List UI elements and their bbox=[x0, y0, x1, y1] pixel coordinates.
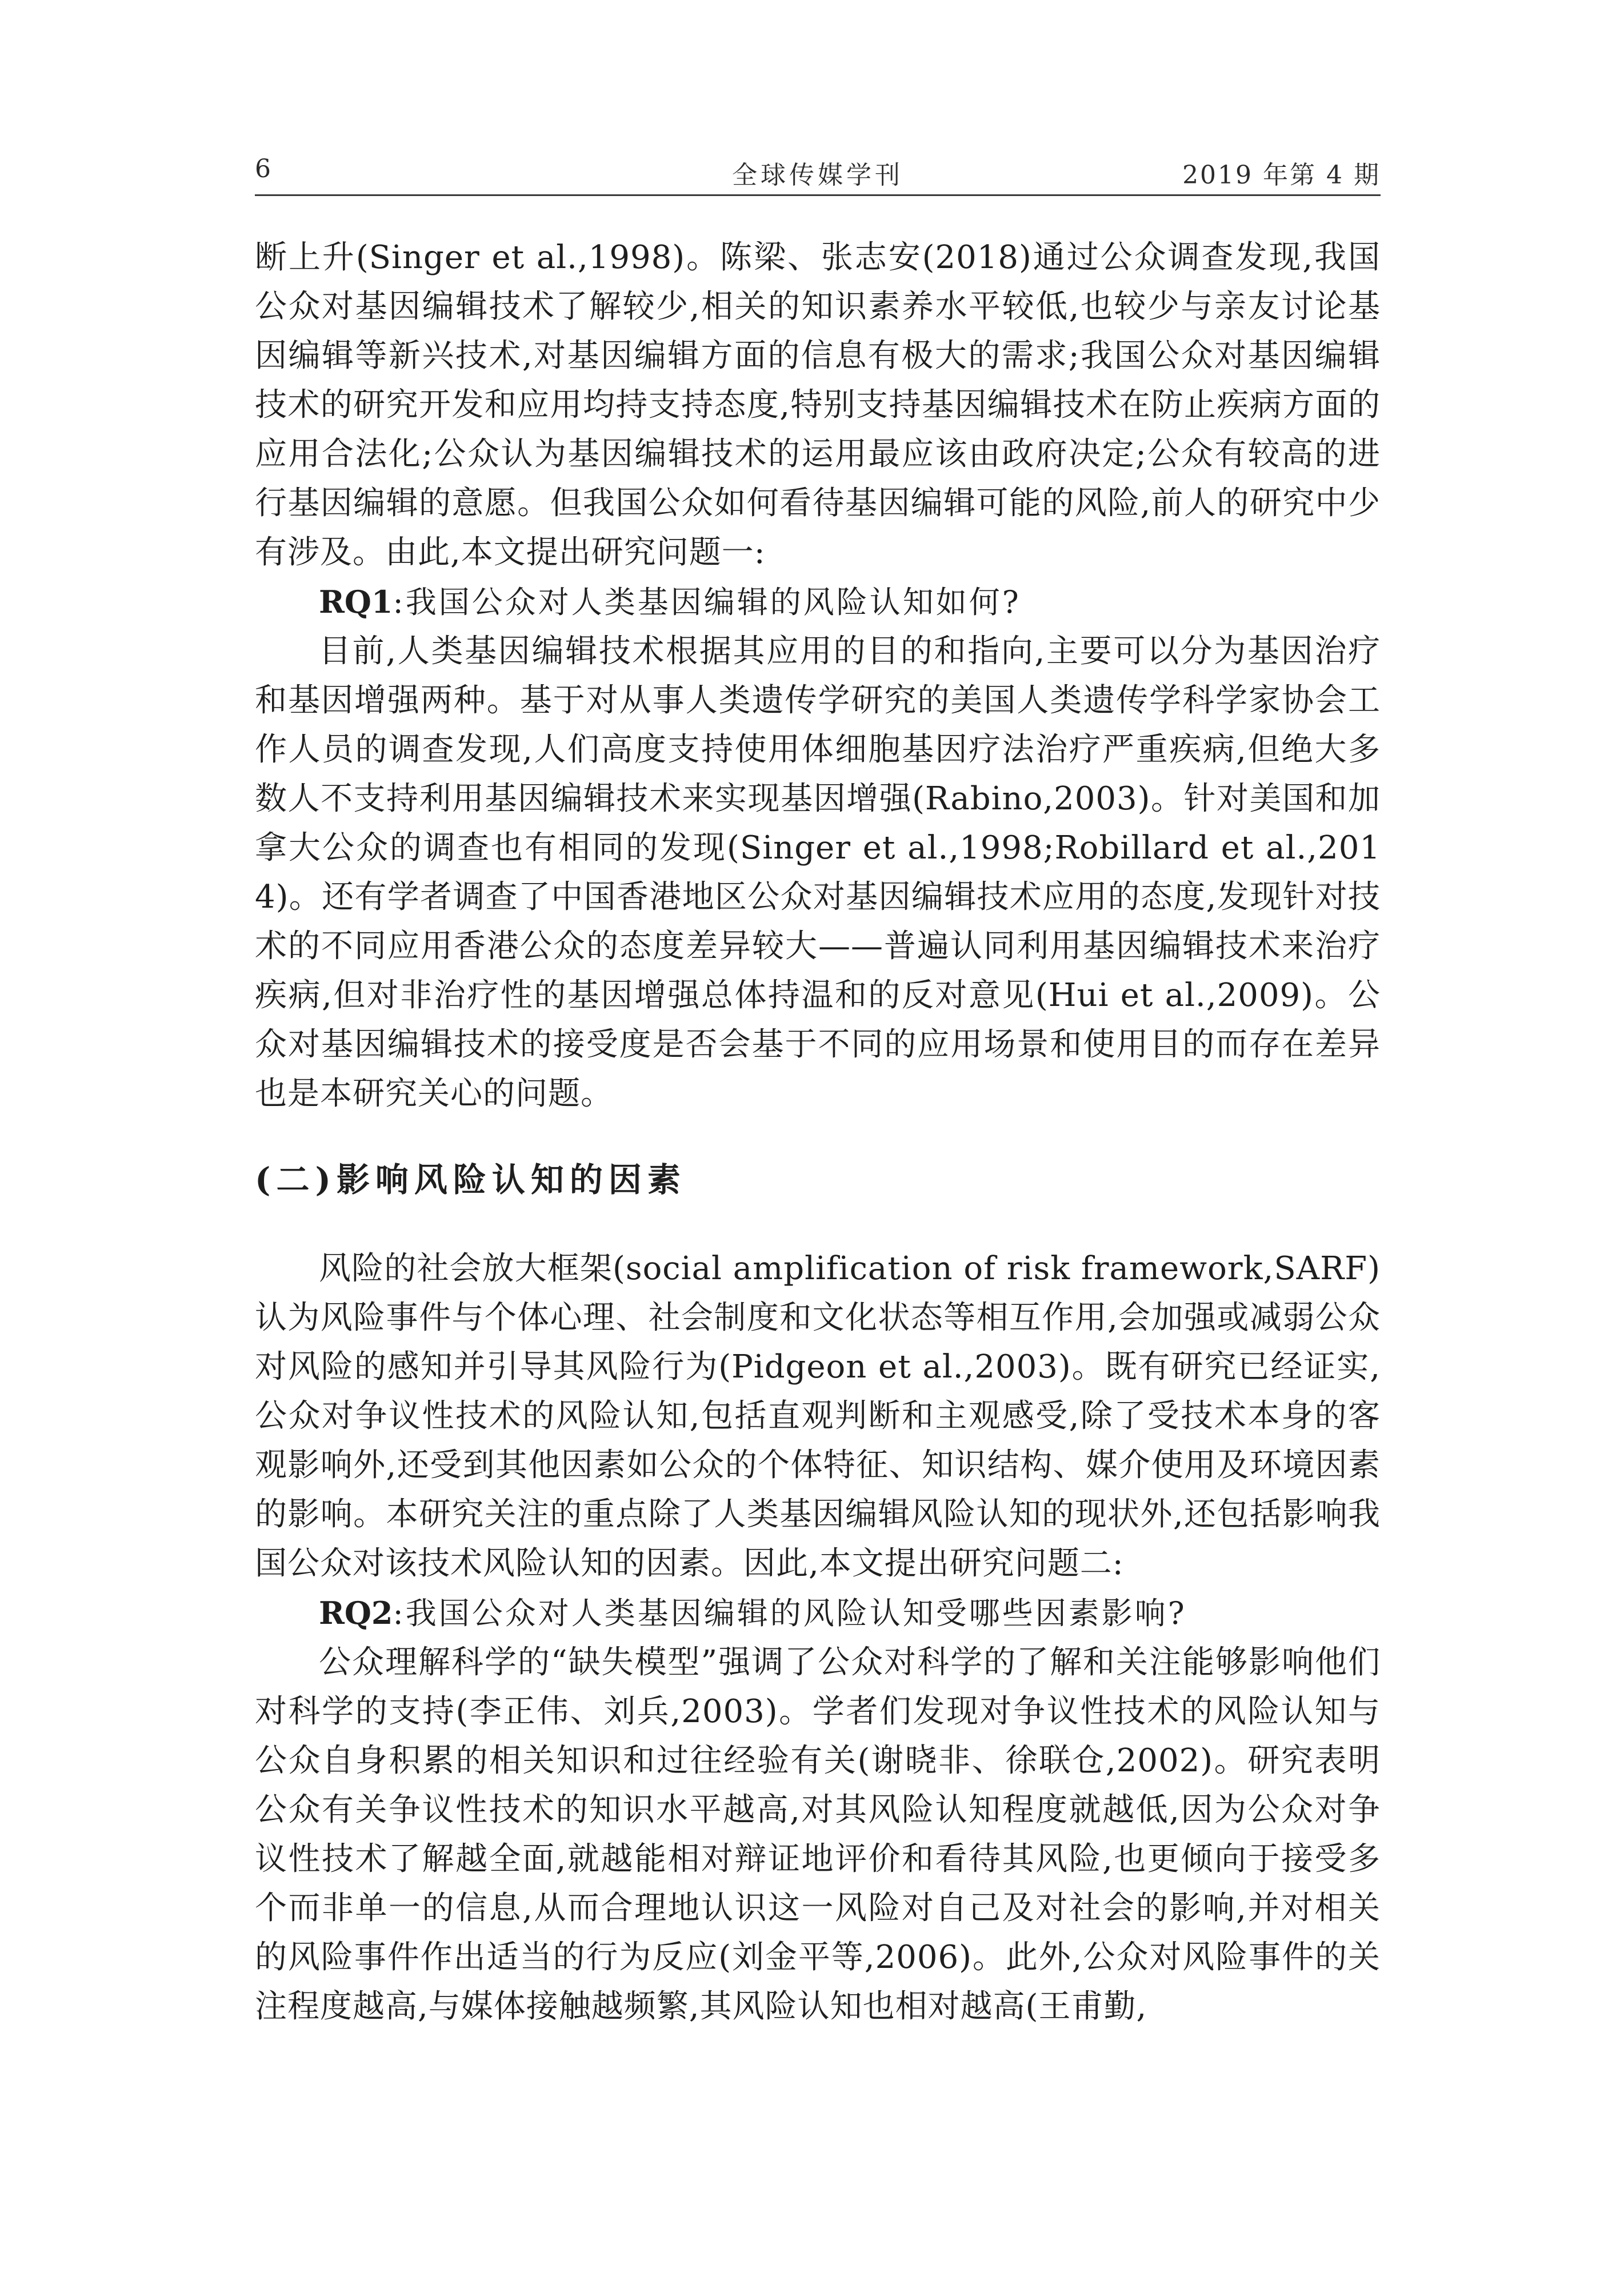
section-heading: (二)影响风险认知的因素 bbox=[255, 1160, 686, 1199]
paragraph-4: 公众理解科学的“缺失模型”强调了公众对科学的了解和关注能够影响他们对科学的支持(李正伟、刘兵,2003)。学者们发现对争议性技术的风险认知与公众自身积累的相关知识和过往经验有关(谢晓非、徐联仓,2002)。研究表明公众有关争议性技术的知识水平越高,对其风险认知程度就越低,因为公众对争议性技术了解越全面,就越能相对辩证地评价和看待其风险,也更倾向于接受多个而非单一的信息,从而合理地认识这一风险对自己及对社会的影响,并对相关的风险事件作出适当的行为反应(刘金平等,2006)。此外,公众对风险事件的关注程度越高,与媒体接触越频繁,其风险认知也相对越高(王甫勤, bbox=[255, 1644, 1381, 2025]
rq1-text: :我国公众对人类基因编辑的风险认知如何? bbox=[393, 584, 1021, 620]
article-body bbox=[255, 233, 1381, 2031]
page-number: 6 bbox=[255, 154, 271, 183]
paragraph-3: 风险的社会放大框架(social amplification of risk framework,SARF)认为风险事件与个体心理、社会制度和文化状态等相互作用,会加强或减弱公众对风险的感知并引导其风险行为(Pidgeon et al.,2003)。既有研究已经证实,公众对争议性技术的风险认知,包括直观判断和主观感受,除了受技术本身的客观影响外,还受到其他因素如公众的个体特征、知识结构、媒介使用及环境因素的影响。本研究关注的重点除了人类基因编辑风险认知的现状外,还包括影响我国公众对该技术风险认知的因素。因此,本文提出研究问题二: bbox=[255, 1250, 1381, 1582]
rq2-text: :我国公众对人类基因编辑的风险认知受哪些因素影响? bbox=[393, 1595, 1187, 1631]
paragraph-1: 断上升(Singer et al.,1998)。陈梁、张志安(2018)通过公众调查发现,我国公众对基因编辑技术了解较少,相关的知识素养水平较低,也较少与亲友讨论基因编辑等新兴技术,对基因编辑方面的信息有极大的需求;我国公众对基因编辑技术的研究开发和应用均持支持态度,特别支持基因编辑技术在防止疾病方面的应用合法化;公众认为基因编辑技术的运用最应该由政府决定;公众有较高的进行基因编辑的意愿。但我国公众如何看待基因编辑可能的风险,前人的研究中少有涉及。由此,本文提出研究问题一: bbox=[255, 239, 1381, 571]
issue-label: 2019 年第 4 期 bbox=[1182, 161, 1381, 190]
rq1-label: RQ1 bbox=[319, 584, 393, 620]
header-rule bbox=[255, 194, 1381, 196]
running-header bbox=[255, 154, 1381, 194]
research-question-2 bbox=[255, 1588, 1381, 1638]
paragraph-2: 目前,人类基因编辑技术根据其应用的目的和指向,主要可以分为基因治疗和基因增强两种。基于对从事人类遗传学研究的美国人类遗传学科学家协会工作人员的调查发现,人们高度支持使用体细胞基因疗法治疗严重疾病,但绝大多数人不支持利用基因编辑技术来实现基因增强(Rabino,2003)。针对美国和加拿大公众的调查也有相同的发现(Singer et al.,1998;Robillard et al.,2014)。还有学者调查了中国香港地区公众对基因编辑技术应用的态度,发现针对技术的不同应用香港公众的态度差异较大——普遍认同利用基因编辑技术来治疗疾病,但对非治疗性的基因增强总体持温和的反对意见(Hui et al.,2009)。公众对基因编辑技术的接受度是否会基于不同的应用场景和使用目的而存在差异也是本研究关心的问题。 bbox=[255, 633, 1381, 1112]
rq2-label: RQ2 bbox=[319, 1595, 393, 1631]
research-question-1 bbox=[255, 577, 1381, 627]
journal-title: 全球传媒学刊 bbox=[732, 161, 903, 190]
